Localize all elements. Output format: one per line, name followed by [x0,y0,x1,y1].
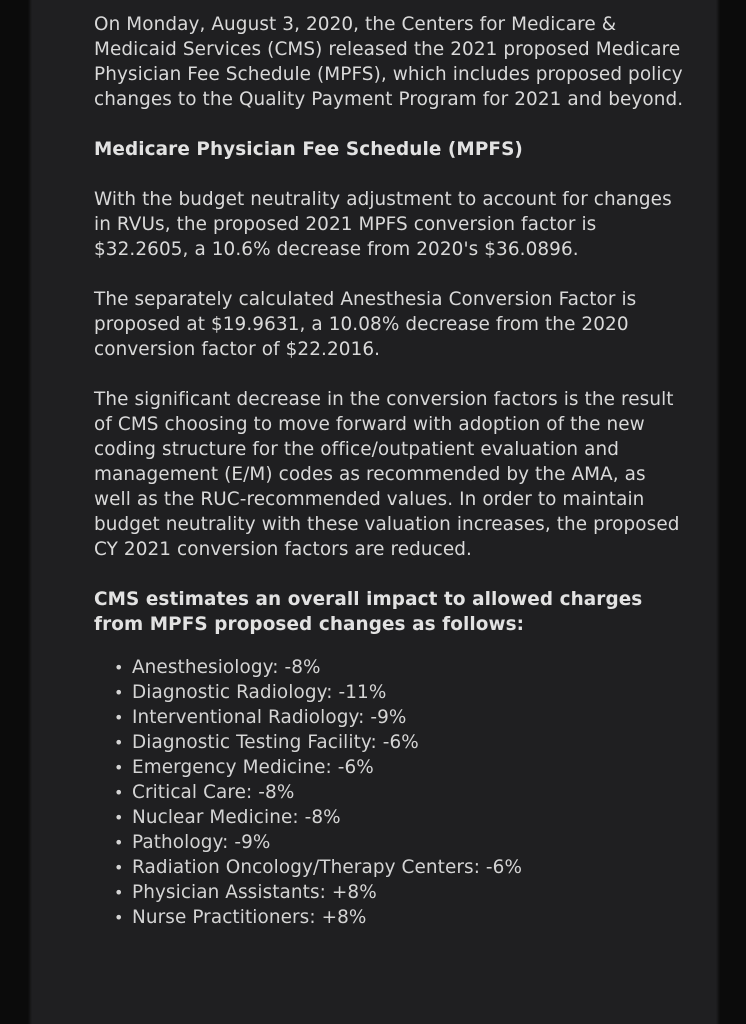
bullet-icon: • [114,708,124,727]
bullet-icon: • [114,883,124,902]
bullet-icon: • [114,758,124,777]
impact-item [114,880,684,905]
impact-item-text: Emergency Medicine: -6% [132,757,374,778]
impact-list [94,655,684,930]
impact-item [114,780,684,805]
conversion-factor-paragraph: With the budget neutrality adjustment to account for changes in RVUs, the proposed 2021 MPFS conversion factor is $32.2605, a 10.6% decrease from 2020's $36.0896. [94,189,672,260]
bullet-icon: • [114,908,124,927]
bullet-icon: • [114,833,124,852]
impact-item-text: Physician Assistants: +8% [132,882,377,903]
impact-item [114,705,684,730]
mpfs-heading: Medicare Physician Fee Schedule (MPFS) [94,139,523,160]
impact-item-text: Critical Care: -8% [132,782,295,803]
impact-item [114,855,684,880]
impact-item-text: Nurse Practitioners: +8% [132,907,367,928]
impact-item-text: Diagnostic Radiology: -11% [132,682,387,703]
impact-item [114,755,684,780]
article-body [94,12,684,930]
impact-item-text: Interventional Radiology: -9% [132,707,407,728]
impact-item-text: Anesthesiology: -8% [132,657,321,678]
intro-paragraph: On Monday, August 3, 2020, the Centers for Medicare & Medicaid Services (CMS) released the 2021 proposed Medicare Physician Fee Schedule (MPFS), which includes proposed policy changes to the Quality Payment Program for 2021 and beyond. [94,14,684,110]
bullet-icon: • [114,808,124,827]
impact-item [114,830,684,855]
bullet-icon: • [114,733,124,752]
impact-item-text: Radiation Oncology/Therapy Centers: -6% [132,857,523,878]
impact-item [114,905,684,930]
impact-item [114,680,684,705]
impact-item-text: Diagnostic Testing Facility: -6% [132,732,419,753]
impact-item [114,805,684,830]
impact-item-text: Pathology: -9% [132,832,271,853]
impact-heading: CMS estimates an overall impact to allowed charges from MPFS proposed changes as follows: [94,589,643,635]
decrease-explanation-paragraph: The significant decrease in the conversion factors is the result of CMS choosing to move forward with adoption of the new coding structure for the office/outpatient evaluation and management (E/M) codes as recommended by the AMA, as well as the RUC-recommended values. In order to maintain budget neutrality with these valuation increases, the proposed CY 2021 conversion factors are reduced. [94,389,680,560]
bullet-icon: • [114,858,124,877]
impact-item [114,730,684,755]
impact-item [114,655,684,680]
bullet-icon: • [114,683,124,702]
impact-item-text: Nuclear Medicine: -8% [132,807,341,828]
bullet-icon: • [114,658,124,677]
bullet-icon: • [114,783,124,802]
anesthesia-paragraph: The separately calculated Anesthesia Conversion Factor is proposed at $19.9631, a 10.08% decrease from the 2020 conversion factor of $22.2016. [94,289,637,360]
